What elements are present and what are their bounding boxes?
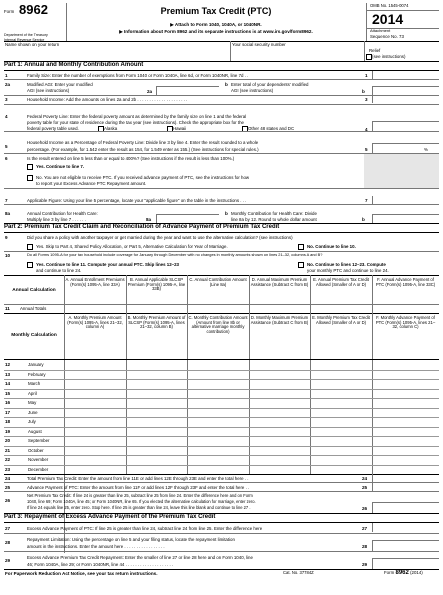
alaska-label: Alaska [104, 126, 118, 131]
month-cell-f[interactable] [372, 436, 439, 446]
annual-col-header-a: A. Annual Enrollment Premiums (Form(s) 1095-A, line 33A) [65, 277, 125, 287]
line-9-text: Did you share a policy with another taxpayer or get married during the year and want to use the alternative calculation? (see instructions) [27, 235, 293, 240]
month-label: August [28, 428, 42, 434]
month-cell-c[interactable] [187, 465, 249, 475]
month-cell-d[interactable] [249, 398, 310, 408]
footer-form-label: Form [384, 570, 395, 575]
month-cell-a[interactable] [64, 370, 126, 380]
month-cell-c[interactable] [187, 398, 249, 408]
month-cell-e[interactable] [310, 417, 372, 427]
line-7-amount[interactable] [372, 196, 439, 204]
month-cell-e[interactable] [310, 446, 372, 456]
month-label: November [28, 457, 49, 462]
line-26-box: 26 [362, 506, 368, 511]
line-27-text: Excess Advance Payment of PTC: If line 25 is greater than line 24, subtract line 24 from line 25. Enter the difference here [27, 526, 263, 531]
month-cell-f[interactable] [372, 417, 439, 427]
line-10-num: 10 [5, 253, 11, 258]
month-cell-c[interactable] [187, 370, 249, 380]
line-9-no-checkbox[interactable] [298, 244, 304, 250]
line-29-box: 29 [362, 562, 368, 567]
line-5-text-b: percentage. (For example, for 1.542 enter the result as 154, for 1.549 enter as 155.) (See instructions for special rules.) [27, 147, 259, 152]
line-24-box: 24 [362, 476, 368, 481]
line-28-box: 28 [362, 544, 368, 549]
treasury-dept: Department of the Treasury [4, 33, 48, 37]
annual-col-header-c: C. Annual Contribution Amount (Line 8a) [189, 277, 247, 287]
attach-instruction: ▶ Attach to Form 1040, 1040A, or 1040NR. [170, 22, 262, 27]
part2-title: Part 2: Premium Tax Credit Claim and Reconciliation of Advance Payment of Premium Tax Credit [4, 224, 280, 230]
line-29-text-a: Excess Advance Premium Tax Credit Repayment: Enter the smaller of line 27 or line 28 here and on Form 1040, line [27, 555, 253, 560]
month-cell-e[interactable] [310, 436, 372, 446]
line-5-text-a: Household Income as a Percentage of Federal Poverty Line: Divide line 3 by line 4. Enter the result rounded to a whole [27, 140, 259, 145]
month-cell-a[interactable] [64, 389, 126, 399]
line-5-pct: % [424, 147, 428, 152]
month-cell-e[interactable] [310, 408, 372, 418]
month-cell-e[interactable] [310, 398, 372, 408]
monthly-col-header-a: A. Monthly Premium Amount (Form(s) 1095-A, lines 21–32, column A) [67, 315, 123, 330]
month-label: April [28, 390, 37, 396]
line-10-yes-label [36, 262, 179, 267]
month-row-divider [4, 417, 439, 418]
month-cell-d[interactable] [249, 446, 310, 456]
annual-col-header-b: B. Annual Applicable SLCSP Premium (Form(s) 1095-A, line 33B) [127, 277, 186, 292]
line-27-box: 27 [362, 526, 368, 531]
month-cell-a[interactable] [64, 417, 126, 427]
line-27-num: 27 [5, 526, 11, 531]
line-4-text-b: poverty table for your state of residence during the tax year (see instructions). Check the appropriate box for the [27, 120, 244, 125]
line-6-no-label-a: No. You are not eligible to receive PTC. If you received advance payment of PTC, see the instructions for how [36, 175, 250, 180]
line-2b-text-b: AGI (see instructions) [231, 88, 274, 93]
line-8a-box: 8a [146, 217, 152, 222]
month-cell-f[interactable] [372, 370, 439, 380]
line-3-num: 3 [5, 97, 8, 102]
line-6-yes-checkbox[interactable] [27, 164, 33, 170]
line-4-box: 4 [365, 127, 368, 132]
line-10-yes-checkbox[interactable] [27, 262, 33, 268]
form-number-block [4, 3, 64, 41]
tax-year [372, 11, 403, 27]
month-cell-b[interactable] [126, 455, 187, 465]
part1-title: Part 1: Annual and Monthly Contribution Amount [4, 62, 144, 68]
month-row-divider [4, 465, 439, 466]
line-28-num: 28 [5, 540, 11, 545]
line-1-amount[interactable] [372, 71, 439, 79]
month-cell-f[interactable] [372, 389, 439, 399]
annual-total-cell-c[interactable] [187, 304, 249, 313]
month-cell-c[interactable] [187, 427, 249, 437]
annual-total-cell-f[interactable] [372, 304, 439, 313]
month-cell-b[interactable] [126, 408, 187, 418]
month-row-divider [4, 436, 439, 437]
month-label: July [28, 419, 36, 424]
month-line-num: 20 [5, 438, 11, 443]
footer-form-number: 8962 [395, 570, 409, 576]
month-cell-d[interactable] [249, 427, 310, 437]
ssn-field[interactable] [231, 47, 363, 60]
line-7-text: Applicable Figure: Using your line 5 percentage, locate your "applicable figure" on the table in the instructions . . . [27, 198, 247, 203]
month-cell-d[interactable] [249, 465, 310, 475]
annual-calc-label: Annual Calculation [12, 288, 56, 293]
line-8a-text-b: Multiply line 3 by line 7 . . . . . . [27, 217, 86, 222]
monthly-calc-label: Monthly Calculation [11, 333, 57, 338]
month-line-num: 23 [5, 466, 11, 472]
line-6-num: 6 [5, 156, 8, 161]
monthly-col-header-c: C. Monthly Contribution Amount (Amount from line 8b or alternative marriage monthly contribution) [188, 315, 248, 334]
line-8b-text-a: Monthly Contribution for Health Care: Divide [231, 211, 317, 216]
line-28-text-b: amount in the instructions. Enter the amount here . . . . . . . . . . . . . . . . . [27, 544, 165, 549]
line-2a-text-a: Modified AGI: Enter your modified [27, 82, 93, 87]
month-line-num: 21 [5, 447, 11, 453]
month-cell-c[interactable] [187, 408, 249, 418]
month-cell-a[interactable] [64, 446, 126, 456]
line-5-box: 5 [365, 147, 368, 152]
month-cell-b[interactable] [126, 389, 187, 399]
month-cell-b[interactable] [126, 398, 187, 408]
line-9-num: 9 [5, 235, 8, 240]
line-10-no-label-b: your monthly PTC and continue to line 24. [307, 268, 389, 273]
line-2a-num: 2a [5, 82, 11, 87]
month-line-num: 18 [5, 419, 11, 424]
month-line-num: 22 [5, 457, 11, 462]
month-cell-c[interactable] [187, 446, 249, 456]
line-9-yes-checkbox[interactable] [27, 244, 33, 250]
month-cell-d[interactable] [249, 389, 310, 399]
line-11-label: Annual Totals [20, 306, 47, 311]
line-6-yes-label: Yes. Continue to line 7. [36, 164, 85, 169]
line-24-text: Total Premium Tax Credit: Enter the amount from line 11E or add lines 12E through 23E and enter the total here . . [27, 476, 249, 481]
year-prefix: 20 [372, 11, 388, 27]
month-cell-a[interactable] [64, 379, 126, 389]
monthly-col-header-b: B. Monthly Premium Amount of SLCSP (Form(s) 1095-A, lines 21–32, column B) [127, 315, 186, 330]
month-cell-d[interactable] [249, 455, 310, 465]
omb-number: OMB No. 1545-0074 [370, 3, 409, 8]
month-cell-a[interactable] [64, 427, 126, 437]
form-label: Form [4, 9, 15, 14]
month-cell-c[interactable] [187, 379, 249, 389]
line-29-text-b: 46; Form 1040A, line 29; or Form 1040NR, line 44 . . . . . . . . . . . . . . . . . . . . [27, 562, 174, 567]
month-label: October [28, 447, 44, 453]
line-8b-box: b [362, 217, 365, 222]
month-cell-c[interactable] [187, 455, 249, 465]
month-cell-f[interactable] [372, 465, 439, 475]
line-29-amount[interactable] [372, 558, 439, 569]
month-row-divider [4, 408, 439, 409]
line-1-box: 1 [365, 73, 368, 78]
month-cell-b[interactable] [126, 427, 187, 437]
month-cell-a[interactable] [64, 465, 126, 475]
month-cell-a[interactable] [64, 408, 126, 418]
month-cell-a[interactable] [64, 455, 126, 465]
line-26-text-a: Net Premium Tax Credit: If line 24 is greater than line 25, subtract line 25 from line 24. Enter the difference here and on Form [27, 493, 253, 498]
line-1-num: 1 [5, 73, 8, 78]
form-title: Premium Tax Credit (PTC) [160, 6, 272, 16]
month-cell-e[interactable] [310, 370, 372, 380]
line-6-no-checkbox[interactable] [27, 175, 33, 181]
part3-title: Part 3: Repayment of Excess Advance Payment of the Premium Tax Credit [4, 514, 216, 520]
sequence-number: Sequence No. 73 [370, 34, 404, 39]
line-10-no-checkbox[interactable] [298, 262, 304, 268]
attachment-label: Attachment [370, 28, 391, 33]
month-cell-e[interactable] [310, 427, 372, 437]
line-8a-num: 8a [5, 211, 11, 216]
month-cell-c[interactable] [187, 389, 249, 399]
month-label: September [28, 438, 50, 443]
footer-form [384, 570, 423, 577]
annual-col-header-d: D. Annual Maximum Premium Assistance (Subtract C from B) [250, 277, 309, 287]
line-2a-box: 2a [147, 89, 153, 94]
month-cell-b[interactable] [126, 417, 187, 427]
line-3-text: Household Income: Add the amounts on lines 2a and 2b . . . . . . . . . . . . . . . . . . . . . [27, 97, 188, 102]
line-11-num: 11 [5, 306, 10, 311]
month-cell-b[interactable] [126, 446, 187, 456]
month-line-num: 16 [5, 400, 11, 405]
line-6-text: Is the result entered on line 5 less than or equal to 400%? (See instructions if the result is less than 100%.) [27, 156, 235, 161]
line-27-amount[interactable] [372, 523, 439, 532]
line-26-num: 26 [5, 498, 11, 503]
month-cell-b[interactable] [126, 360, 187, 370]
line-24-num: 24 [5, 476, 11, 481]
line-7-num: 7 [5, 198, 8, 203]
line-8b-num: b [225, 211, 228, 216]
line-2b-box: b [362, 89, 365, 94]
month-cell-a[interactable] [64, 398, 126, 408]
line-3-box: 3 [365, 97, 368, 102]
month-cell-e[interactable] [310, 360, 372, 370]
paperwork-notice: For Paperwork Reduction Act Notice, see your tax return instructions. [5, 571, 158, 576]
line-6-no-label-b: to report your Excess Advance PTC Repayment amount. [36, 181, 147, 186]
month-cell-b[interactable] [126, 436, 187, 446]
month-line-num: 13 [5, 371, 11, 377]
line-10-text: Do all Forms 1095-A for your tax household include coverage for January through December with no changes in monthly amounts shown on lines 21–32, columns A and B? [27, 252, 323, 257]
month-cell-f[interactable] [372, 398, 439, 408]
month-cell-f[interactable] [372, 408, 439, 418]
month-label: February [28, 371, 46, 377]
annual-col-header-e: E. Annual Premium Tax Credit Allowed (Smaller of A or D) [313, 277, 369, 287]
month-cell-c[interactable] [187, 360, 249, 370]
annual-total-cell-a[interactable] [64, 304, 126, 313]
cat-number: Cat. No. 37784Z [283, 570, 314, 575]
line-10-no-label: No. Continue to lines 12–23. Compute [307, 262, 386, 267]
month-row-divider [4, 379, 439, 380]
month-cell-e[interactable] [310, 389, 372, 399]
month-cell-d[interactable] [249, 436, 310, 446]
month-cell-b[interactable] [126, 465, 187, 475]
month-line-num: 14 [5, 381, 11, 386]
line-26-text-c: If line 24 equals line 25, enter zero. Stop here. If line 25 is greater than line 24, leave this line blank and continue to line 27 . [27, 505, 251, 510]
month-label: June [28, 409, 38, 415]
year-suffix: 14 [387, 11, 404, 27]
line-10-yes-label-b: and continue to line 24. [36, 268, 82, 273]
line-25-text: Advance Payment of PTC: Enter the amount from line 11F or add lines 12F through 23F and enter the total here . . [27, 485, 250, 490]
month-cell-c[interactable] [187, 417, 249, 427]
month-label: January [28, 362, 44, 367]
line-4-text-a: Federal Poverty Line: Enter the federal poverty amount as determined by the family size on line 1 and the federal [27, 114, 247, 119]
month-cell-f[interactable] [372, 455, 439, 465]
month-cell-e[interactable] [310, 379, 372, 389]
line-28-text-a: Repayment Limitation: Using the percentage on line 5 and your filing status, locate the repayment limitation [27, 537, 235, 542]
relief-label: Relief [369, 48, 381, 53]
line-10-yes-text: Yes. Continue to line 11. Compute your annual PTC. Skip lines 12–23 [36, 262, 179, 267]
month-label: December [28, 466, 49, 472]
annual-total-cell-d[interactable] [249, 304, 310, 313]
month-cell-b[interactable] [126, 379, 187, 389]
month-cell-e[interactable] [310, 455, 372, 465]
line-4-num: 4 [5, 114, 8, 119]
ssn-label: Your social security number [232, 42, 286, 47]
line-5-num: 5 [5, 144, 8, 149]
footer-year: (2014) [410, 570, 423, 575]
relief-sub: (see instructions) [372, 54, 406, 59]
month-line-num: 12 [5, 362, 11, 367]
month-row-divider [4, 455, 439, 456]
hawaii-label: Hawaii [173, 126, 187, 131]
month-cell-d[interactable] [249, 408, 310, 418]
line-1-text: Family Size: Enter the number of exemptions from Form 1040 or Form 1040A, line 6d, or Form 1040NR, line 7d . . [27, 73, 249, 78]
month-cell-f[interactable] [372, 379, 439, 389]
month-cell-d[interactable] [249, 370, 310, 380]
month-line-num: 19 [5, 428, 11, 434]
monthly-col-header-d: D. Monthly Maximum Premium Assistance (Subtract C from B) [250, 315, 309, 325]
form-number: 8962 [19, 2, 48, 17]
month-cell-d[interactable] [249, 360, 310, 370]
month-line-num: 15 [5, 390, 11, 396]
month-cell-d[interactable] [249, 379, 310, 389]
line-25-box: 25 [362, 485, 368, 490]
month-cell-b[interactable] [126, 370, 187, 380]
line-9-yes-label [36, 244, 228, 249]
month-cell-c[interactable] [187, 436, 249, 446]
line-25-amount[interactable] [372, 482, 439, 491]
month-cell-f[interactable] [372, 427, 439, 437]
month-label: March [28, 381, 41, 386]
month-cell-d[interactable] [249, 417, 310, 427]
month-row-divider [4, 370, 439, 371]
monthly-col-header-f: F. Monthly Advance Payment of PTC (Form(s) 1095-A, lines 21–32, column C) [375, 315, 436, 330]
month-cell-e[interactable] [310, 465, 372, 475]
month-label: May [28, 400, 37, 405]
line-29-num: 29 [5, 558, 11, 563]
month-row-divider [4, 389, 439, 390]
name-label: Name shown on your return [5, 42, 60, 47]
line-2b-num: b [225, 82, 228, 87]
month-row-divider [4, 446, 439, 447]
line-7-box: 7 [365, 198, 368, 203]
month-row-divider [4, 427, 439, 428]
month-cell-a[interactable] [64, 436, 126, 446]
month-row-divider [4, 398, 439, 399]
name-field[interactable] [4, 47, 229, 60]
line-26-text-b: 1040, line 69; Form 1040A, line 45; or Form 1040NR, line 65. If you elected the alternative calculation for marriage, enter zero. [27, 499, 256, 504]
line-3-amount[interactable] [372, 95, 439, 103]
month-cell-f[interactable] [372, 446, 439, 456]
annual-col-header-f: F. Annual Advance Payment of PTC (Form(s) 1095-A, line 33C) [375, 277, 436, 287]
info-instruction: ▶ Information about Form 8962 and its separate instructions is at www.irs.gov/form8962. [119, 29, 313, 34]
line-26-amount[interactable] [372, 502, 439, 513]
line-28-amount[interactable] [372, 540, 439, 551]
annual-total-cell-e[interactable] [310, 304, 372, 313]
line-2a-text-b: AGI (see instructions) [27, 88, 70, 93]
irs-label: Internal Revenue Service [4, 38, 45, 42]
line-24-amount[interactable] [372, 474, 439, 482]
line-4-text-c: federal poverty table used. [27, 126, 79, 131]
month-line-num: 17 [5, 409, 11, 415]
month-cell-f[interactable] [372, 360, 439, 370]
annual-total-cell-b[interactable] [126, 304, 187, 313]
line-8b-text-b: line 8a by 12. Round to whole dollar amount [231, 217, 317, 222]
monthly-col-header-e: E. Monthly Premium Tax Credit Allowed (Smaller of A or D) [312, 315, 370, 325]
other48-label: Other 48 states and DC [248, 126, 295, 131]
line-8a-text-a: Annual Contribution for Health Care: [27, 211, 98, 216]
line-2b-text-a: Enter total of your dependents' modified [231, 82, 309, 87]
line-9-no-label: No. Continue to line 10. [307, 244, 356, 249]
line-25-num: 25 [5, 485, 11, 490]
month-cell-a[interactable] [64, 360, 126, 370]
line-9-yes-text: Yes. Skip to Part 4, Shared Policy Allocation, or Part 5, Alternative Calculation for Year of Marriage. [36, 244, 228, 249]
